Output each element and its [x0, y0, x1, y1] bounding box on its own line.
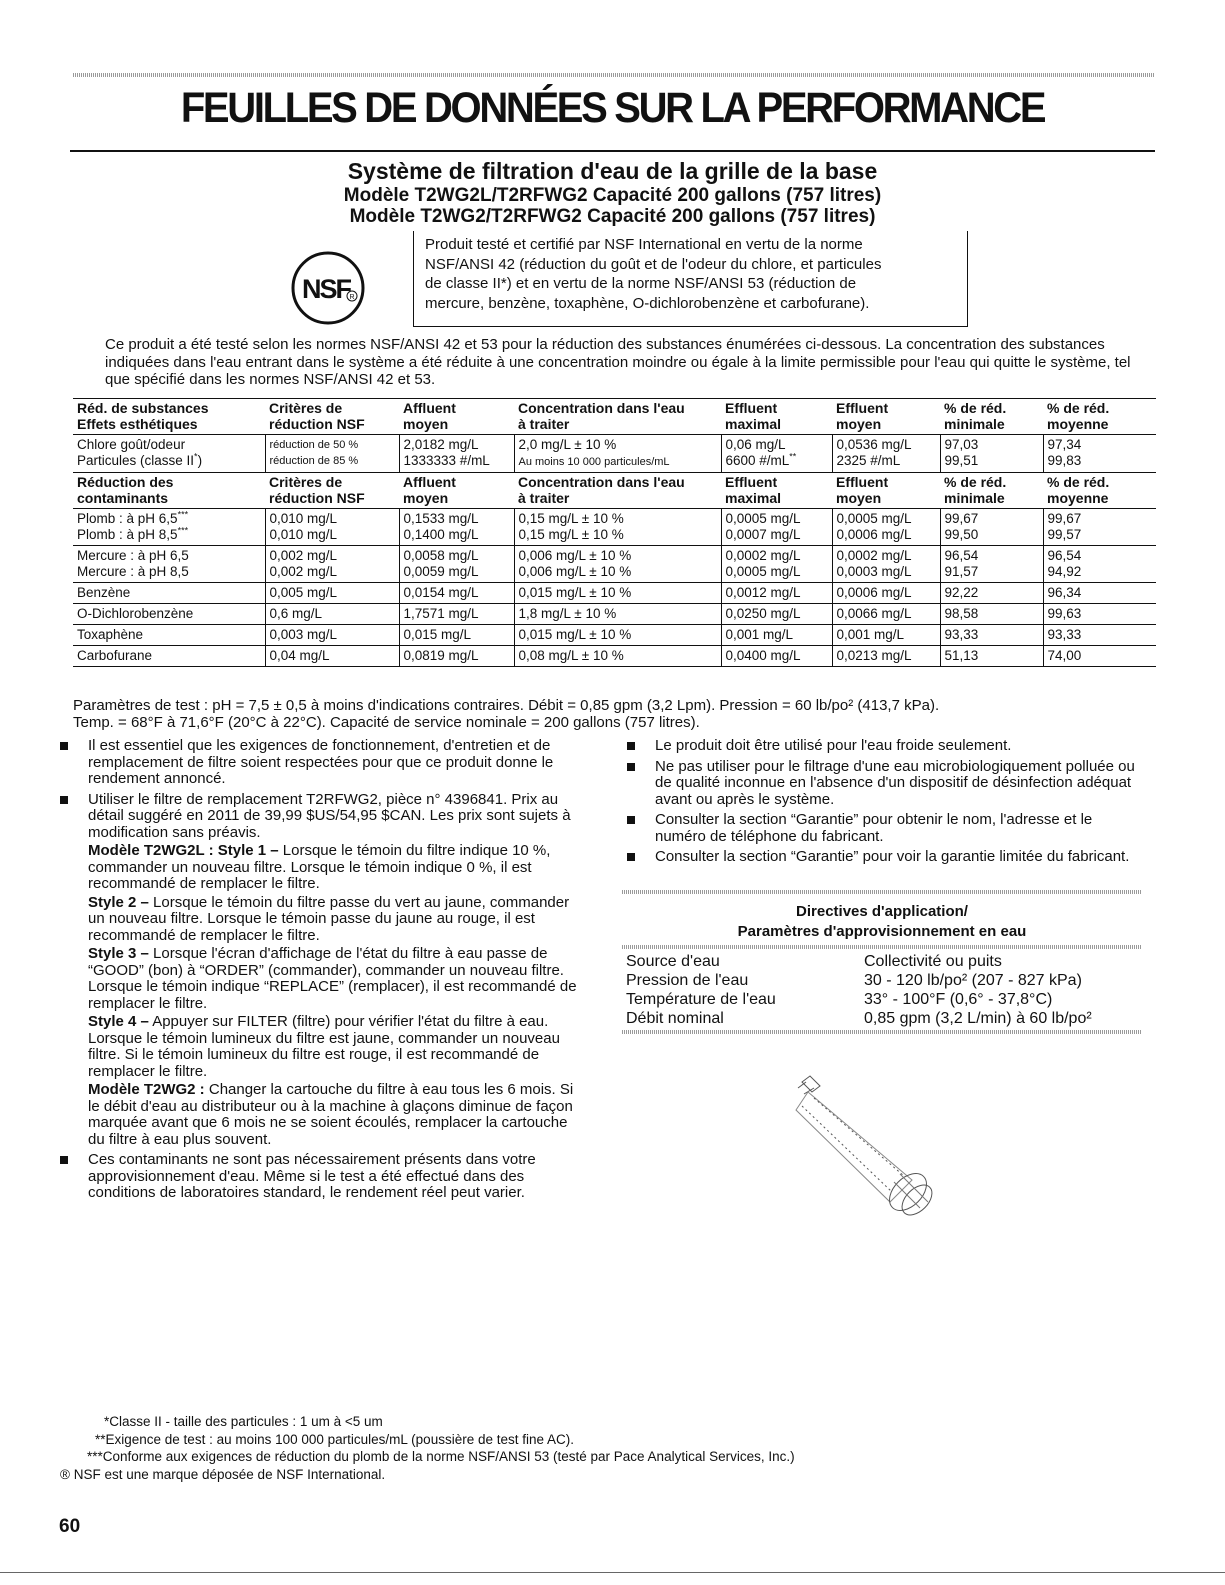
table-header-cell: Réduction des contaminants [73, 473, 265, 509]
directives-value: 33° - 100°F (0,6° - 37,8°C) [864, 991, 1053, 1008]
table-cell: 0,0154 mg/L [399, 583, 514, 604]
table-cell: 1,7571 mg/L [399, 604, 514, 625]
table-row [73, 646, 1156, 667]
directives-row [622, 1009, 1142, 1028]
table-row [73, 604, 1156, 625]
table-header-cell: Effluent moyen [832, 473, 940, 509]
directives-title-line: Paramètres d'approvisionnement en eau [737, 923, 1027, 940]
table-header-cell: Affluent moyen [399, 399, 514, 435]
bullet-square-icon [627, 853, 635, 861]
table-cell: 92,22 [940, 583, 1043, 604]
table-cell: 0,6 mg/L [265, 604, 399, 625]
style1-paragraph: Modèle T2WG2L : Style 1 – Lorsque le témoin du filtre indique 10 %, commander un nouveau filtre. Lorsque le témoin indique 0 %, il est recommandé de remplacer le filtre. [88, 842, 551, 892]
style4-paragraph: Style 4 – Appuyer sur FILTER (filtre) pour vérifier l'état du filtre à eau. Lorsque le témoin lumineux du filtre est jaune, commander un nouveau filtre. Si le témoin lumineux du filtre est rouge, il est recommandé de remplacer le filtre. [88, 1013, 560, 1080]
table-cell: 98,58 [940, 604, 1043, 625]
table-row [73, 583, 1156, 604]
table-cell: 96,34 [1043, 583, 1156, 604]
cert-line: NSF/ANSI 42 (réduction du goût et de l'odeur du chlore, et particules [425, 255, 882, 273]
table-cell: Benzène [73, 583, 265, 604]
table-cell: 0,005 mg/L [265, 583, 399, 604]
table-row [73, 546, 1156, 583]
directives-top-rule [622, 890, 1142, 894]
table-header-cell: % de réd. moyenne [1043, 473, 1156, 509]
bullet-text: Le produit doit être utilisé pour l'eau froide seulement. [655, 737, 1012, 754]
table-cell: 0,0213 mg/L [832, 646, 940, 667]
bullet-item [60, 1152, 585, 1202]
directives-title [622, 902, 1142, 942]
table-cell: Toxaphène [73, 625, 265, 646]
directives-table [622, 952, 1142, 1028]
table-header-cell: % de réd. moyenne [1043, 399, 1156, 435]
directives-row [622, 952, 1142, 971]
model-line-1: Modèle T2WG2L/T2RFWG2 Capacité 200 gallons (757 litres) [343, 185, 882, 206]
table-cell: Mercure : à pH 6,5 Mercure : à pH 8,5 [73, 546, 265, 583]
footnote: **Exigence de test : au moins 100 000 particules/mL (poussière de test fine AC). [95, 1431, 575, 1447]
top-dither-rule [73, 73, 1155, 77]
table-cell: 99,67 99,50 [940, 509, 1043, 546]
table-header-cell: % de réd. minimale [940, 473, 1043, 509]
footnotes [60, 1413, 1160, 1483]
table-row [73, 435, 1156, 473]
bullet-square-icon [627, 742, 635, 750]
directives-row [622, 971, 1142, 990]
right-bullet-list [627, 738, 1147, 870]
table-cell: 0,001 mg/L [721, 625, 832, 646]
directives-value: 0,85 gpm (3,2 L/min) à 60 lb/po² [864, 1010, 1092, 1027]
table-cell: 0,0012 mg/L [721, 583, 832, 604]
table-cell: 0,0066 mg/L [832, 604, 940, 625]
table-header-cell: Effluent moyen [832, 399, 940, 435]
table-cell: 0,04 mg/L [265, 646, 399, 667]
water-filter-cartridge-image [780, 1070, 950, 1220]
directives-label: Source d'eau [626, 953, 720, 970]
directives-title-line: Directives d'application/ [796, 903, 968, 920]
table-cell: 0,0002 mg/L 0,0005 mg/L [721, 546, 832, 583]
table-cell: 0,0400 mg/L [721, 646, 832, 667]
table-cell: 0,003 mg/L [265, 625, 399, 646]
table-header-cell: Effluent maximal [721, 399, 832, 435]
table-cell: 97,03 99,51 [940, 435, 1043, 473]
performance-table [73, 398, 1156, 667]
directives-value: 30 - 120 lb/po² (207 - 827 kPa) [864, 972, 1082, 989]
table-cell: 0,015 mg/L ± 10 % [514, 625, 721, 646]
test-parameters [73, 697, 1163, 731]
table-cell: 97,34 99,83 [1043, 435, 1156, 473]
t2wg2-paragraph: Modèle T2WG2 : Changer la cartouche du filtre à eau tous les 6 mois. Si le débit d'eau au distributeur ou à la machine à glaçons diminue de façon marquée avant que 6 mois ne se soient écoulés, remplacer la cartouche du filtre à eau plus souvent. [88, 1081, 574, 1148]
table-cell: 0,06 mg/L 6600 #/mL** [721, 435, 832, 473]
bullet-square-icon [60, 742, 68, 750]
table-cell: 99,63 [1043, 604, 1156, 625]
style2-paragraph: Style 2 – Lorsque le témoin du filtre passe du vert au jaune, commander un nouveau filtre. Lorsque le témoin passe du jaune au rouge, il est recommandé de remplacer le filtre. [88, 893, 570, 944]
bullet-text: Consulter la section “Garantie” pour voir la garantie limitée du fabricant. [655, 848, 1130, 865]
cert-line: de classe II*) et en vertu de la norme NSF/ANSI 53 (réduction de [425, 275, 857, 292]
table-cell: 0,0536 mg/L 2325 #/mL [832, 435, 940, 473]
test-param-line: Temp. = 68°F à 71,6°F (20°C à 22°C). Capacité de service nominale = 200 gallons (757 litres). [73, 714, 700, 731]
table-cell: 96,54 91,57 [940, 546, 1043, 583]
nsf-logo-icon [290, 250, 366, 326]
title-rule [70, 150, 1155, 152]
table-cell: 0,015 mg/L ± 10 % [514, 583, 721, 604]
table-header-cell: Critères de réduction NSF [265, 399, 399, 435]
table-cell: 99,67 99,57 [1043, 509, 1156, 546]
bullet-item [627, 738, 1147, 755]
system-subtitle: Système de filtration d'eau de la grille de la base [347, 158, 878, 184]
page-number: 60 [59, 1516, 81, 1537]
table-header-cell: % de réd. minimale [940, 399, 1043, 435]
bottom-rule [0, 1572, 1225, 1573]
table-header-cell: Affluent moyen [399, 473, 514, 509]
page-title: FEUILLES DE DONNÉES SUR LA PERFORMANCE [180, 84, 1045, 132]
table-row [73, 625, 1156, 646]
table-header-row [73, 473, 1156, 509]
directives-mid-rule [622, 945, 1142, 949]
directives-section [622, 890, 1142, 1034]
table-cell: 0,0002 mg/L 0,0003 mg/L [832, 546, 940, 583]
table-header-cell: Concentration dans l'eau à traiter [514, 473, 721, 509]
table-cell: 0,0819 mg/L [399, 646, 514, 667]
table-cell: réduction de 50 % réduction de 85 % [265, 435, 399, 473]
certification-box [413, 231, 968, 327]
directives-label: Débit nominal [626, 1010, 724, 1027]
footnote: *Classe II - taille des particules : 1 um à <5 um [104, 1414, 383, 1429]
table-cell: 51,13 [940, 646, 1043, 667]
table-header-row [73, 399, 1156, 435]
table-cell: 2,0182 mg/L 1333333 #/mL [399, 435, 514, 473]
intro-paragraph: Ce produit a été testé selon les normes NSF/ANSI 42 et 53 pour la réduction des substances énumérées ci-dessous. La concentration des substances indiquées dans l'eau entrant dans le système a été réduite à une concentration moindre ou égale à la limite permissible pour l'eau qui quitte le système, tel que spécifié dans les normes NSF/ANSI 42 et 53. [105, 336, 1131, 388]
cert-line: Produit testé et certifié par NSF International en vertu de la norme [425, 236, 863, 253]
directives-label: Température de l'eau [626, 991, 776, 1008]
table-cell: 0,15 mg/L ± 10 % 0,15 mg/L ± 10 % [514, 509, 721, 546]
table-cell: 0,0005 mg/L 0,0006 mg/L [832, 509, 940, 546]
table-cell: 0,0005 mg/L 0,0007 mg/L [721, 509, 832, 546]
bullet-item [627, 759, 1147, 809]
table-cell: Chlore goût/odeur Particules (classe II*) [73, 435, 265, 473]
table-cell: 0,08 mg/L ± 10 % [514, 646, 721, 667]
bullet-text: Ne pas utiliser pour le filtrage d'une eau microbiologiquement polluée ou de qualité inconnue en l'absence d'un dispositif de désinfection adéquat avant ou après le système. [655, 757, 1135, 808]
table-cell: 93,33 [940, 625, 1043, 646]
bullet-item [627, 812, 1147, 845]
bullet-item [60, 792, 585, 1149]
table-cell: Plomb : à pH 6,5*** Plomb : à pH 8,5*** [73, 509, 265, 546]
directives-label: Pression de l'eau [626, 972, 749, 989]
directives-value: Collectivité ou puits [864, 953, 1002, 970]
table-cell: Carbofurane [73, 646, 265, 667]
bullet-text: Ces contaminants ne sont pas nécessairement présents dans votre approvisionnement d'eau. Même si le test a été effectué dans des conditions de laboratoires standard, le rendement réel peut varier. [88, 1151, 536, 1201]
footnote: ***Conforme aux exigences de réduction du plomb de la norme NSF/ANSI 53 (testé par Pace Analytical Services, Inc.) [87, 1449, 795, 1464]
table-header-cell: Réd. de substances Effets esthétiques [73, 399, 265, 435]
bullet-square-icon [627, 816, 635, 824]
style3-paragraph: Style 3 – Lorsque l'écran d'affichage de l'état du filtre à eau passe de “GOOD” (bon) à “ORDER” (commander), commander un nouveau filtre. Lorsque le témoin indique “REPLACE” (remplacer), il est recommandé de remplacer le filtre. [88, 945, 577, 1012]
directives-row [622, 990, 1142, 1009]
table-header-cell: Effluent maximal [721, 473, 832, 509]
table-header-cell: Concentration dans l'eau à traiter [514, 399, 721, 435]
table-row [73, 509, 1156, 546]
bullet-text: Utiliser le filtre de remplacement T2RFWG2, pièce n° 4396841. Prix au détail suggéré en 2011 de 39,99 $US/54,95 $CAN. Les prix sont sujets à modification sans préavis. [88, 790, 571, 841]
bullet-item [627, 849, 1147, 866]
table-header-cell: Critères de réduction NSF [265, 473, 399, 509]
footnote: ® NSF est une marque déposée de NSF International. [60, 1466, 386, 1482]
table-cell: 0,001 mg/L [832, 625, 940, 646]
table-cell: 2,0 mg/L ± 10 % Au moins 10 000 particules/mL [514, 435, 721, 473]
table-cell: 0,002 mg/L 0,002 mg/L [265, 546, 399, 583]
svg-text:R: R [349, 294, 355, 301]
nsf-logo-text: NSF [302, 274, 350, 304]
table-cell: 0,015 mg/L [399, 625, 514, 646]
table-cell: 96,54 94,92 [1043, 546, 1156, 583]
test-param-line: Paramètres de test : pH = 7,5 ± 0,5 à moins d'indications contraires. Débit = 0,85 gpm (3,2 Lpm). Pression = 60 lb/po² (413,7 kPa). [73, 697, 940, 714]
bullet-text: Consulter la section “Garantie” pour obtenir le nom, l'adresse et le numéro de téléphone du fabricant. [655, 811, 1093, 845]
table-cell: 0,006 mg/L ± 10 % 0,006 mg/L ± 10 % [514, 546, 721, 583]
table-cell: 0,0006 mg/L [832, 583, 940, 604]
table-cell: 93,33 [1043, 625, 1156, 646]
table-cell: 0,1533 mg/L 0,1400 mg/L [399, 509, 514, 546]
table-cell: 0,0250 mg/L [721, 604, 832, 625]
model-line-2: Modèle T2WG2/T2RFWG2 Capacité 200 gallons (757 litres) [349, 206, 876, 227]
cert-line: mercure, benzène, toxaphène, O-dichlorobenzène et carbofurane). [425, 294, 870, 312]
bullet-square-icon [60, 1156, 68, 1164]
table-cell: 0,0058 mg/L 0,0059 mg/L [399, 546, 514, 583]
table-cell: 74,00 [1043, 646, 1156, 667]
bullet-item [60, 738, 585, 788]
bullet-square-icon [60, 796, 68, 804]
bullet-text: Il est essentiel que les exigences de fonctionnement, d'entretien et de remplacement de filtre soient respectées pour que ce produit donne le rendement annoncé. [88, 737, 554, 787]
table-cell: 1,8 mg/L ± 10 % [514, 604, 721, 625]
table-cell: O-Dichlorobenzène [73, 604, 265, 625]
table-cell: 0,010 mg/L 0,010 mg/L [265, 509, 399, 546]
left-bullet-list [60, 738, 585, 1206]
directives-bottom-rule [622, 1030, 1142, 1034]
bullet-square-icon [627, 763, 635, 771]
